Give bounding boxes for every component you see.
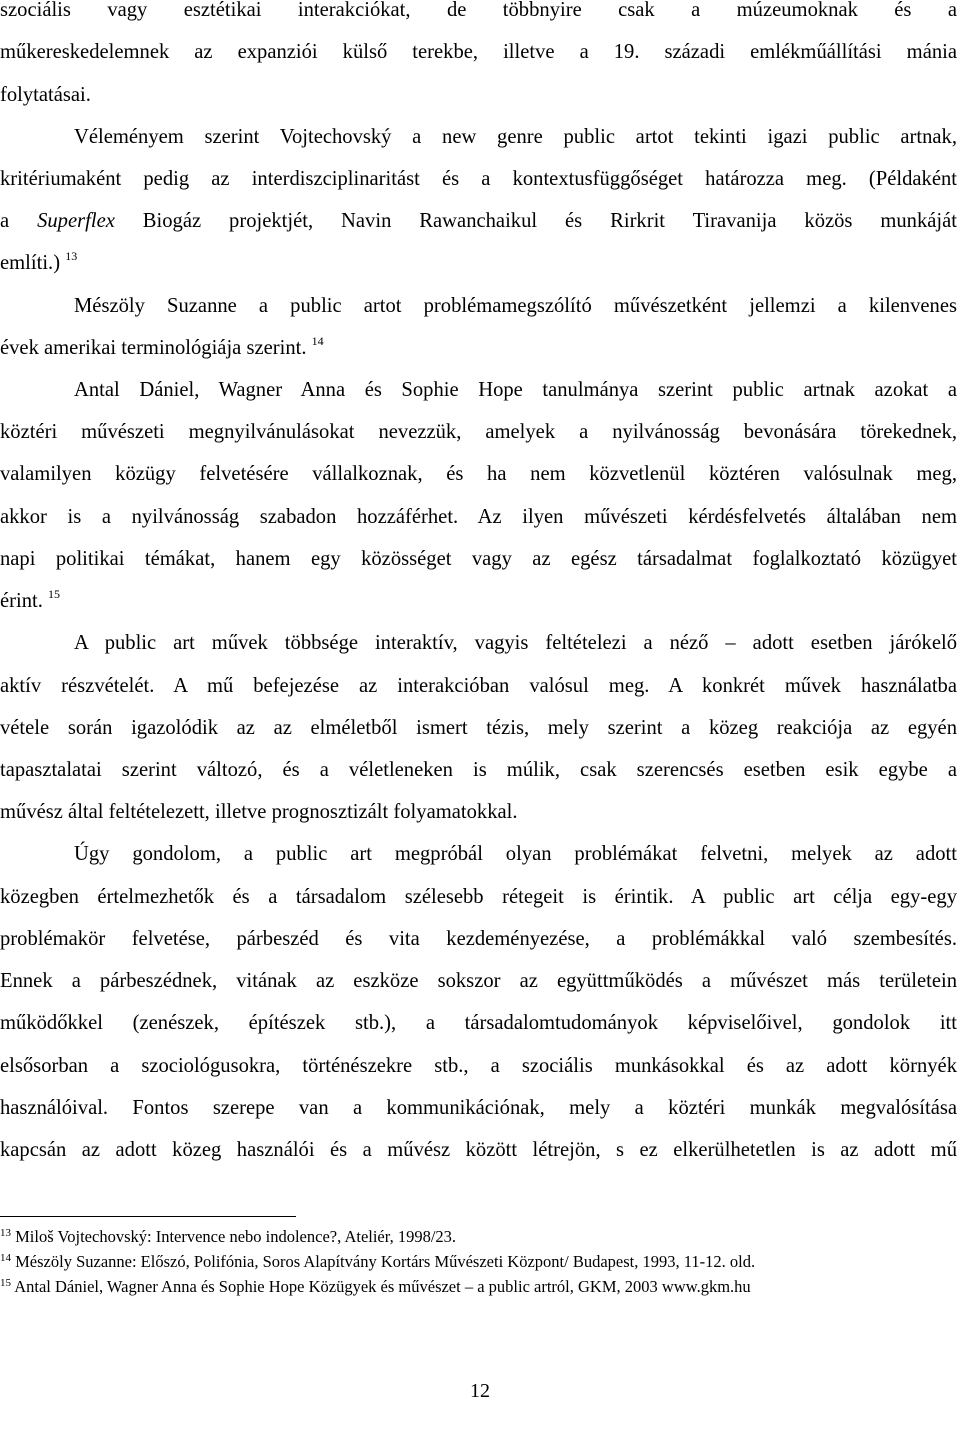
footnote-ref: 15: [48, 587, 61, 601]
body-line: kapcsán az adott közeg használói és a művész között létrejön, s ez elkerülhetetlen is az adott mű: [0, 1139, 957, 1161]
body-line: A public art művek többsége interaktív, vagyis feltételezi a néző – adott esetben járókelő: [74, 632, 957, 654]
body-line: [0, 211, 957, 232]
body-text: a: [0, 210, 10, 232]
body-line: Véleményem szerint Vojtechovský a new genre public artot tekinti igazi public artnak,: [74, 126, 957, 148]
body-line: folytatásai.: [0, 84, 91, 106]
footnote: [0, 1229, 456, 1246]
footnote-text: Mészöly Suzanne: Előszó, Polifónia, Soros Alapítvány Kortárs Művészeti Központ/ Budapest, 1993, 11-12. old.: [15, 1252, 756, 1271]
body-line: köztéri művészeti megnyilvánulásokat nevezzük, amelyek a nyilvánosság bevonására törekednek,: [0, 421, 957, 443]
italic-title: Superflex: [37, 210, 115, 232]
body-line: működőkkel (zenészek, építészek stb.), a társadalomtudományok képviselőivel, gondolok itt: [0, 1012, 957, 1034]
body-line: [0, 334, 324, 359]
footnote-divider: [0, 1216, 296, 1217]
body-text: említi.): [0, 252, 61, 274]
page-number: 12: [470, 1380, 490, 1402]
body-line: valamilyen közügy felvetésére vállalkoznak, és ha nem közvetlenül köztéren valósulnak meg,: [0, 463, 957, 485]
body-line: napi politikai témákat, hanem egy közösséget vagy az egész társadalmat foglalkoztató közügyet: [0, 548, 957, 570]
body-line: problémakör felvetése, párbeszéd és vita kezdeményezése, a problémákkal való szembesítés.: [0, 928, 957, 950]
footnote-text: Miloš Vojtechovský: Intervence nebo indolence?, Ateliér, 1998/23.: [15, 1227, 457, 1246]
body-line: művész által feltételezett, illetve prognosztizált folyamatokkal.: [0, 801, 518, 823]
body-line: vétele során igazolódik az az elméletből ismert tézis, mely szerint a közeg reakciója az egyén: [0, 717, 957, 739]
body-line: Ennek a párbeszédnek, vitának az eszköze sokszor az együttműködés a művészet más területein: [0, 970, 957, 992]
body-line: műkereskedelemnek az expanziói külső terekbe, illetve a 19. századi emlékműállítási mánia: [0, 41, 957, 63]
body-text: Biogáz projektjét, Navin Rawanchaikul és Rirkrit Tiravanija közös munkáját: [142, 210, 958, 232]
body-line: Úgy gondolom, a public art megpróbál olyan problémákat felvetni, melyek az adott: [74, 843, 957, 865]
footnote-number: 14: [0, 1252, 11, 1264]
body-line: elsősorban a szociológusokra, történészekre stb., a szociális munkásokkal és az adott környék: [0, 1055, 957, 1077]
footnote-text: Antal Dániel, Wagner Anna és Sophie Hope Közügyek és művészet – a public artról, GKM, 2003 www.gkm.hu: [14, 1277, 751, 1296]
body-line: kritériumaként pedig az interdiszciplinaritást és a kontextusfüggőséget határozza meg. (Példaként: [0, 168, 957, 190]
body-line: közegben értelmezhetők és a társadalom szélesebb rétegeit is érintik. A public art célja egy-egy: [0, 886, 957, 908]
footnote-number: 13: [0, 1227, 11, 1239]
body-line: szociális vagy esztétikai interakciókat, de többnyire csak a múzeumoknak és a: [0, 0, 957, 21]
body-line: [0, 587, 61, 612]
footnote: [0, 1254, 755, 1271]
body-line: akkor is a nyilvánosság szabadon hozzáférhet. Az ilyen művészeti kérdésfelvetés általában nem: [0, 506, 957, 528]
footnote-number: 15: [0, 1277, 11, 1289]
body-line: használóival. Fontos szerepe van a kommunikációnak, mely a köztéri munkák megvalósítása: [0, 1097, 957, 1119]
footnote: [0, 1279, 751, 1296]
footnote-ref: 13: [65, 249, 78, 263]
body-text: évek amerikai terminológiája szerint.: [0, 337, 307, 359]
body-line: Mészöly Suzanne a public artot problémamegszólító művészetként jellemzi a kilenvenes: [74, 295, 957, 317]
body-line: [0, 249, 78, 274]
footnote-ref: 14: [311, 334, 324, 348]
body-line: tapasztalatai szerint változó, és a véletleneken is múlik, csak szerencsés esetben esik egybe a: [0, 759, 957, 781]
body-text: érint.: [0, 590, 43, 612]
body-line: Antal Dániel, Wagner Anna és Sophie Hope tanulmánya szerint public artnak azokat a: [74, 379, 957, 401]
body-line: aktív részvételét. A mű befejezése az interakcióban valósul meg. A konkrét művek használatba: [0, 675, 957, 697]
